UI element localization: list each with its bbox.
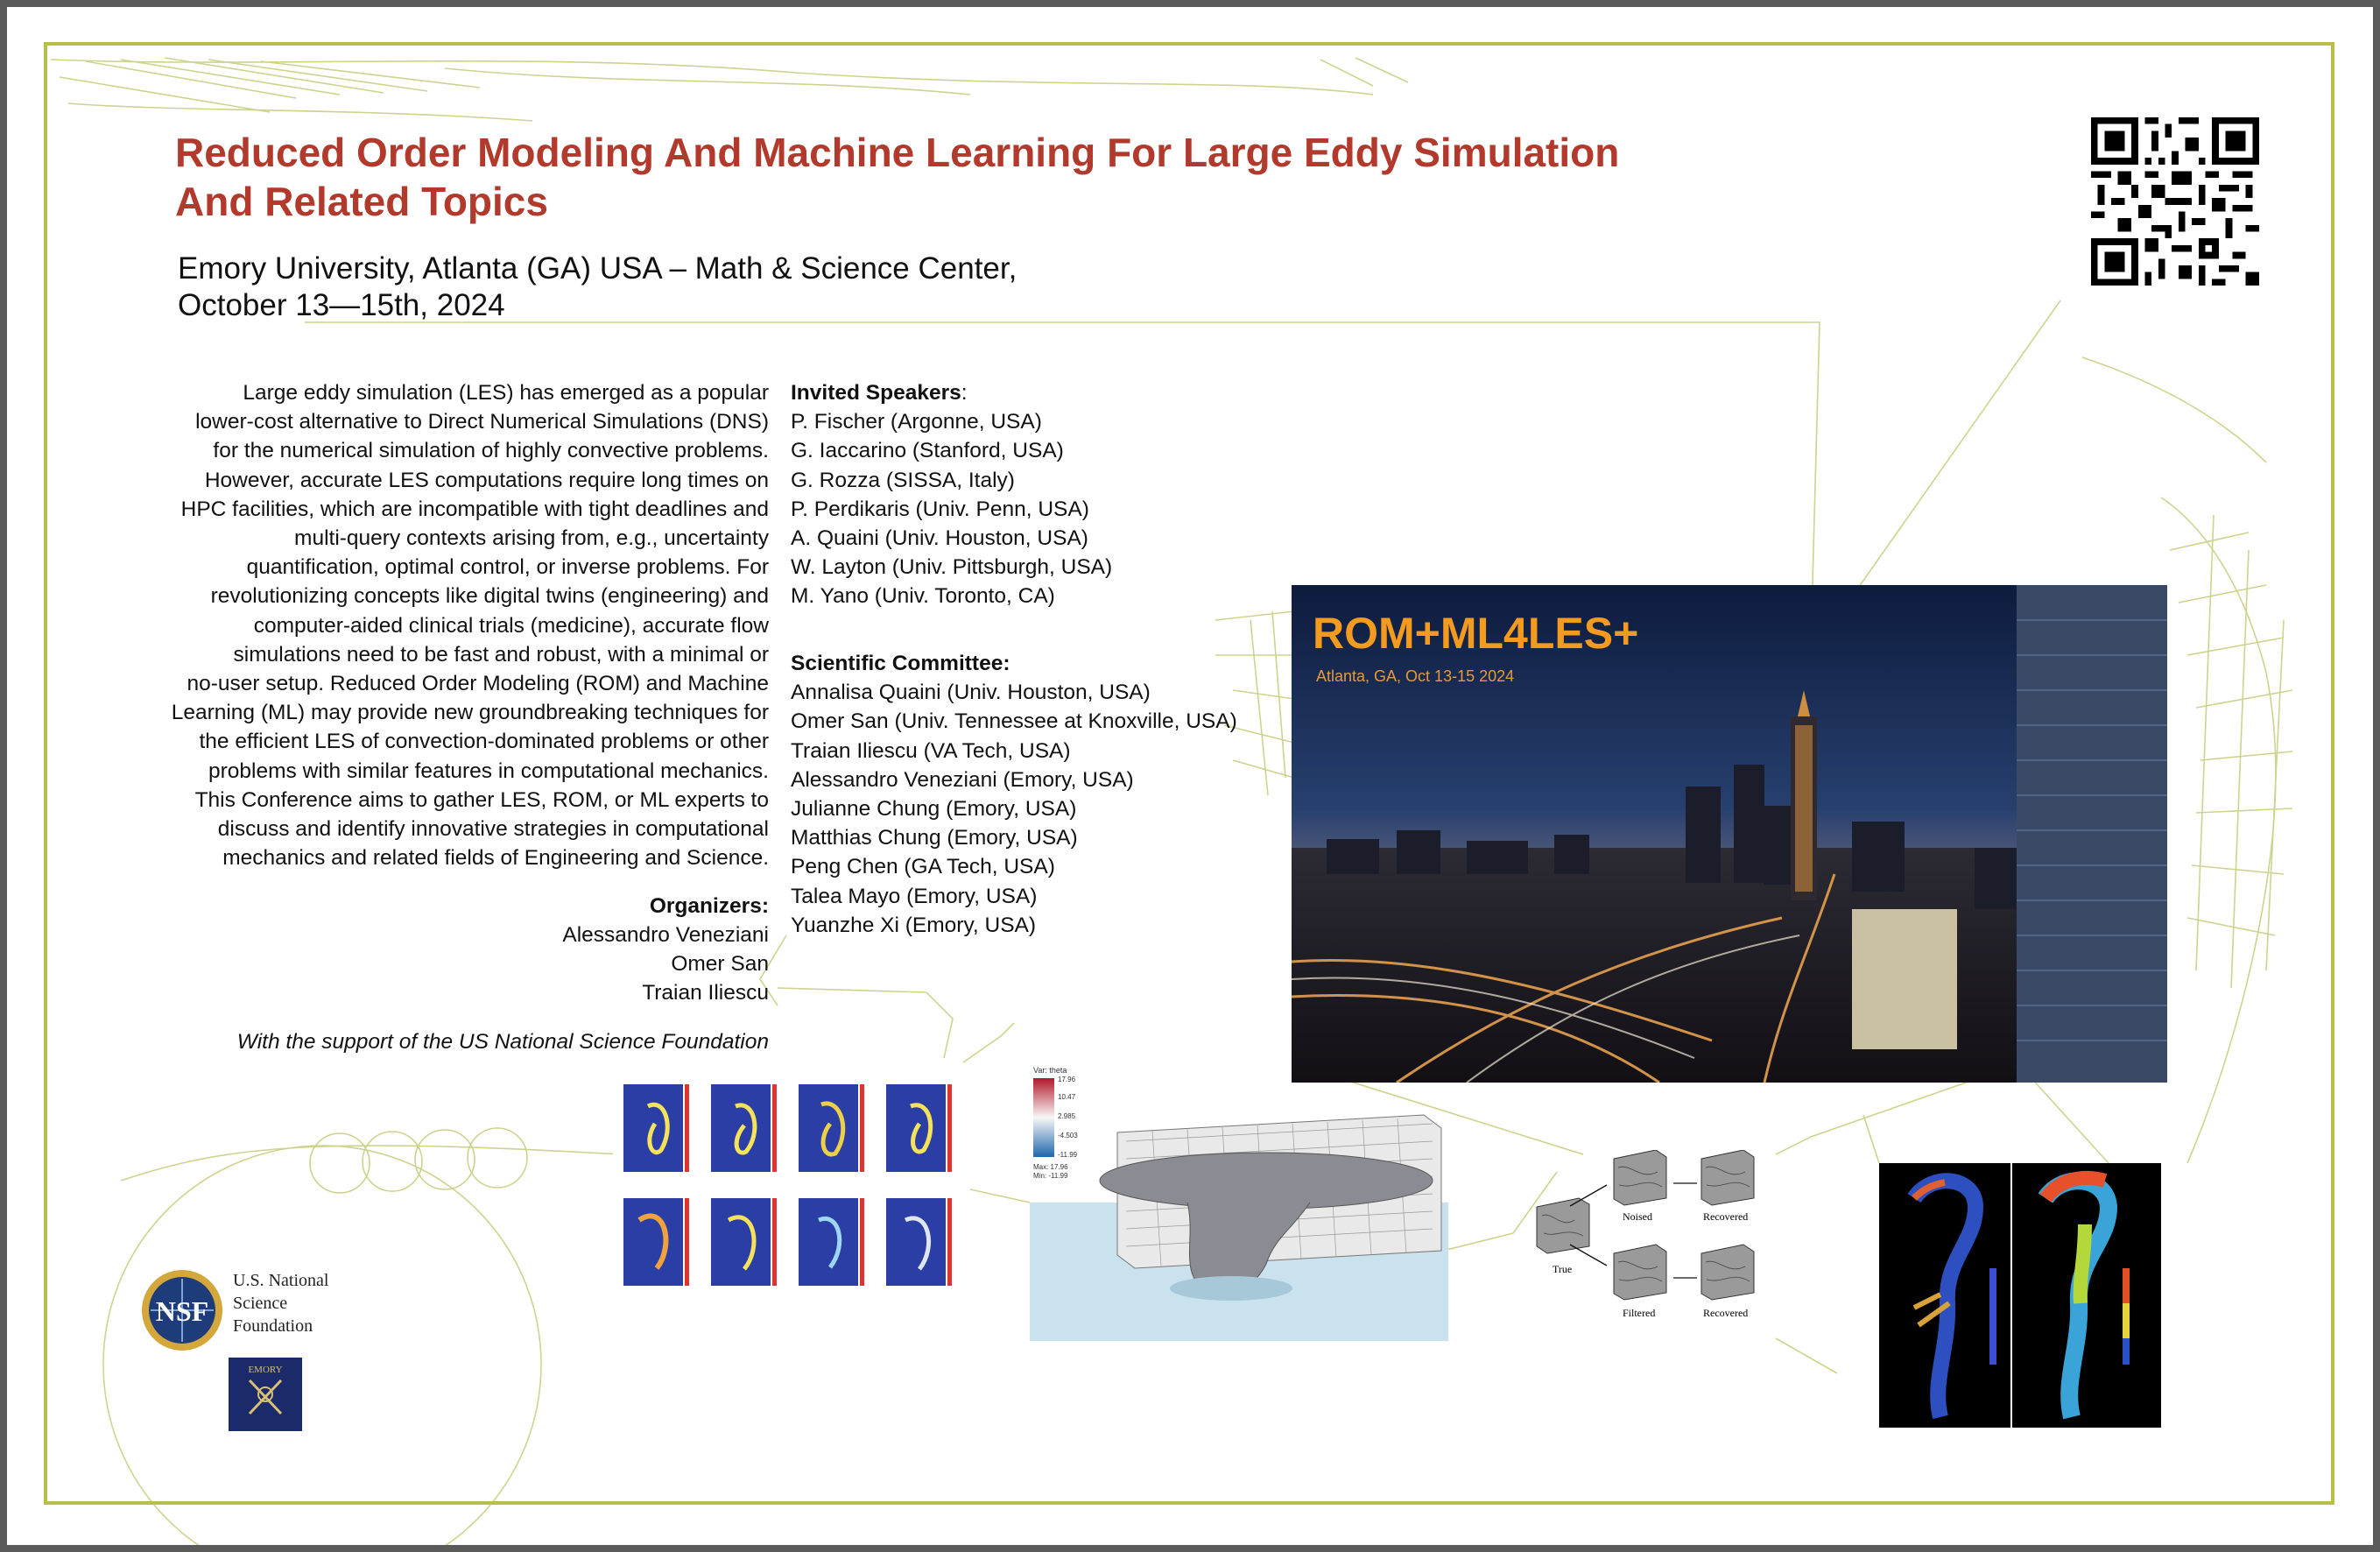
abstract-line: Large eddy simulation (LES) has emerged as a popular [243, 381, 769, 405]
abstract-line: for the numerical simulation of highly convective problems. [213, 439, 769, 463]
label-recovered-top: Recovered [1703, 1210, 1749, 1223]
committee-member: Omer San (Univ. Tennessee at Knoxville, USA) [791, 709, 1237, 734]
cfd-legend-title: Var: theta [1033, 1066, 1067, 1075]
abstract-paragraph [112, 378, 769, 872]
organizers-block [331, 892, 769, 1007]
label-recovered-bottom: Recovered [1703, 1307, 1749, 1319]
speaker-name: G. Iaccarino (Stanford, USA) [791, 439, 1064, 463]
committee-member: Annalisa Quaini (Univ. Houston, USA) [791, 681, 1151, 705]
speaker-name: M. Yano (Univ. Toronto, CA) [791, 584, 1055, 609]
invited-speakers-block: Invited Speakers: P. Fischer (Argonne, USA) G. Iaccarino (Stanford, USA) G. Rozza (SISSA, Italy) P. Perdikaris (Univ. Penn, USA) A. Quaini (Univ. Houston, USA) W. Layton (Univ. Pittsburgh, USA) M. Yano (Univ. Toronto, CA) [791, 378, 1246, 611]
speaker-name: G. Rozza (SISSA, Italy) [791, 468, 1015, 492]
speaker-name: A. Quaini (Univ. Houston, USA) [791, 526, 1088, 551]
cfd-plume-illustration [1030, 1062, 1448, 1341]
cfd-tick: -4.503 [1058, 1132, 1078, 1139]
speakers-heading: Invited Speakers [791, 381, 961, 405]
organizer-name: Omer San [671, 952, 769, 976]
cfd-plume-figure [1030, 1062, 1448, 1341]
abstract-line: revolutionizing concepts like digital twins (engineering) and [210, 584, 769, 609]
cfd-tick: -11.99 [1058, 1151, 1078, 1159]
cfd-min: Min: -11.99 [1033, 1172, 1068, 1180]
committee-member: Traian Iliescu (VA Tech, USA) [791, 738, 1071, 763]
abstract-line: simulations need to be fast and robust, with a minimal or [233, 642, 769, 667]
turbulence-illustration [1535, 1150, 1777, 1343]
abstract-line: multi-query contexts arising from, e.g., uncertainty [294, 526, 769, 551]
aorta-illustration [1879, 1163, 2161, 1428]
skyline-illustration [1292, 585, 2167, 1083]
date-line: October 13—15th, 2024 [178, 288, 505, 322]
nsf-mark: NSF [155, 1295, 209, 1327]
committee-member: Matthias Chung (Emory, USA) [791, 826, 1078, 850]
speaker-name: P. Perdikaris (Univ. Penn, USA) [791, 497, 1089, 521]
atlanta-skyline-photo [1292, 585, 2167, 1083]
cfd-tick: 10.47 [1058, 1093, 1076, 1101]
abstract-line: mechanics and related fields of Engineering and Science. [222, 846, 769, 871]
abstract-line: the efficient LES of convection-dominated problems or other [199, 730, 769, 754]
abstract-line: HPC facilities, which are incompatible with tight deadlines and [180, 497, 769, 521]
committee-heading: Scientific Committee: [791, 652, 1010, 675]
abstract-line: Learning (ML) may provide new groundbreaking techniques for [171, 701, 769, 725]
nsf-text-line: Science [233, 1294, 288, 1313]
organizer-name: Traian Iliescu [642, 981, 769, 1005]
nsf-seal-icon [138, 1258, 357, 1363]
emory-shield-icon [229, 1375, 302, 1424]
committee-member: Talea Mayo (Emory, USA) [791, 884, 1038, 908]
committee-member: Peng Chen (GA Tech, USA) [791, 855, 1055, 879]
label-noised: Noised [1623, 1210, 1652, 1223]
nsf-text-line: U.S. National [233, 1271, 329, 1290]
poster [7, 7, 2373, 1545]
committee-member: Julianne Chung (Emory, USA) [791, 797, 1077, 822]
turbulence-denoising-figure [1535, 1150, 1777, 1343]
venue-date [178, 250, 1316, 324]
abstract-line: computer-aided clinical trials (medicine), accurate flow [253, 613, 769, 638]
cfd-tick: 17.96 [1058, 1076, 1076, 1083]
abstract-line: lower-cost alternative to Direct Numerical Simulations (DNS) [195, 410, 769, 434]
nsf-text-line: Foundation [233, 1316, 313, 1336]
emory-wordmark: EMORY [248, 1365, 283, 1375]
emory-logo [229, 1358, 302, 1431]
label-true: True [1553, 1263, 1573, 1275]
speaker-name: P. Fischer (Argonne, USA) [791, 410, 1042, 434]
aorta-simulation-figure [1879, 1163, 2161, 1428]
abstract-line: discuss and identify innovative strategies in computational [217, 817, 769, 842]
cfd-max: Max: 17.96 [1033, 1163, 1068, 1171]
speaker-name: W. Layton (Univ. Pittsburgh, USA) [791, 555, 1113, 580]
committee-member: Alessandro Veneziani (Emory, USA) [791, 767, 1134, 792]
abstract-line: no-user setup. Reduced Order Modeling (ROM) and Machine [187, 672, 769, 696]
nsf-support-note: With the support of the US National Science Foundation [236, 1030, 769, 1054]
label-filtered: Filtered [1623, 1307, 1656, 1319]
abstract-line: quantification, optimal control, or inverse problems. For [246, 555, 769, 580]
qr-code[interactable] [2091, 117, 2259, 286]
abstract-line: problems with similar features in computational mechanics. [208, 758, 769, 783]
abstract-line: This Conference aims to gather LES, ROM, or ML experts to [194, 787, 769, 812]
venue-line: Emory University, Atlanta (GA) USA – Math & Science Center, [178, 251, 1017, 286]
scientific-committee-block [791, 649, 1281, 940]
photo-caption: Atlanta, GA, Oct 13-15 2024 [1316, 667, 1515, 685]
vorticity-snapshots-figure [613, 1080, 970, 1299]
nsf-logo [138, 1258, 357, 1363]
organizers-heading: Organizers: [649, 894, 769, 918]
poster-title: Reduced Order Modeling And Machine Learning For Large Eddy Simulation And Related Topics [175, 130, 1620, 224]
abstract-line: However, accurate LES computations require long times on [204, 468, 769, 492]
photo-logo: ROM+ML4LES+ [1313, 609, 1639, 658]
committee-member: Yuanzhe Xi (Emory, USA) [791, 913, 1037, 937]
cfd-tick: 2.985 [1058, 1112, 1076, 1120]
organizer-name: Alessandro Veneziani [562, 923, 769, 947]
